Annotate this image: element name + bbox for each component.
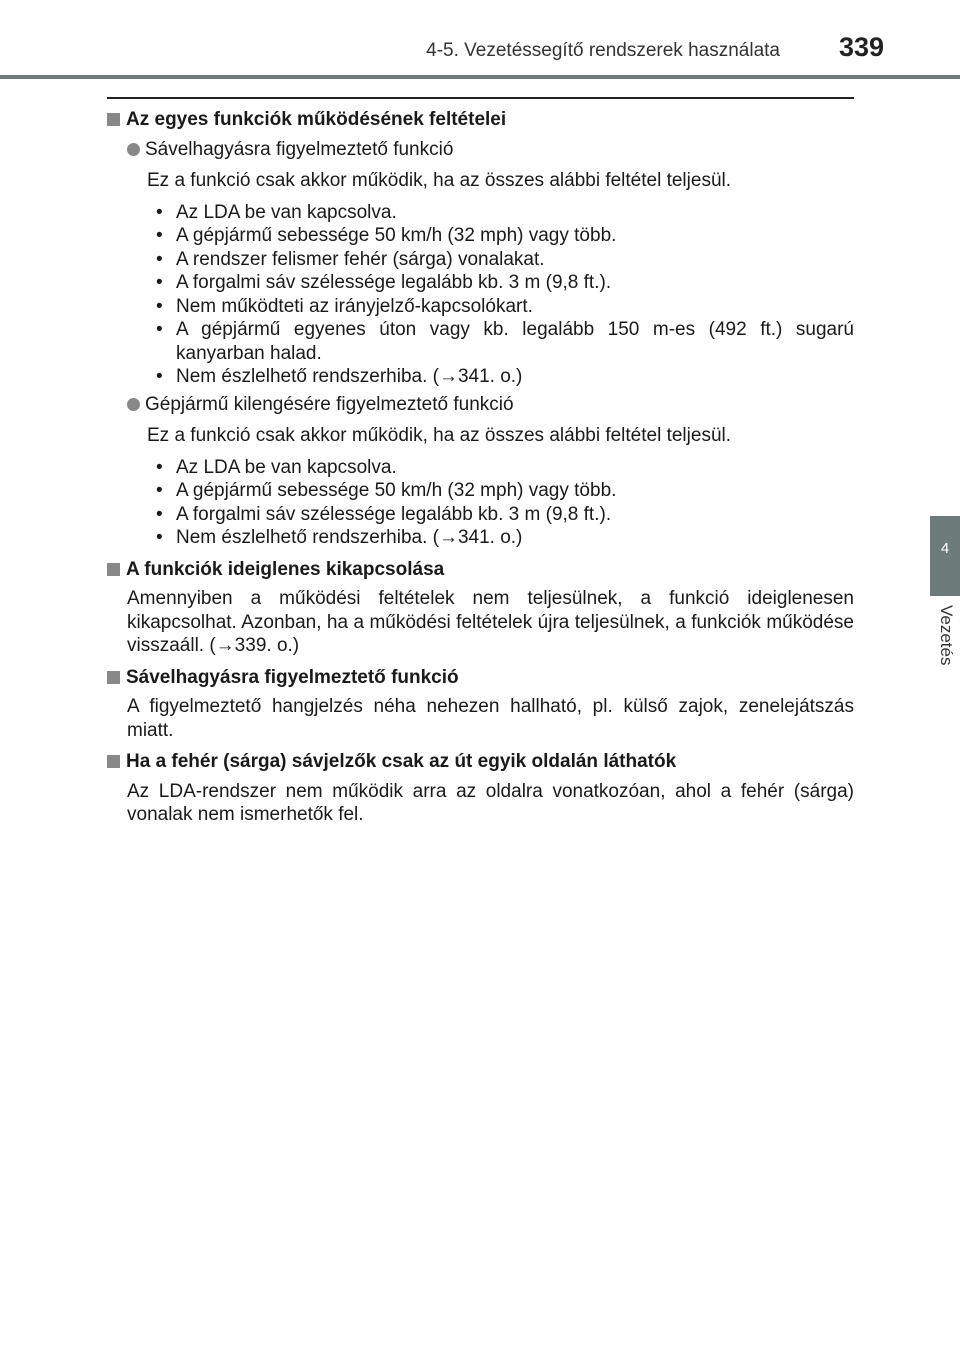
list-item: • A rendszer felismer fehér (sárga) vonalakat. xyxy=(156,248,854,272)
square-bullet-icon xyxy=(107,113,120,126)
list-item: • Nem működteti az irányjelző-kapcsolókart. xyxy=(156,295,854,319)
section-heading xyxy=(107,666,854,690)
list-item: • A gépjármű sebessége 50 km/h (32 mph) vagy több. xyxy=(156,479,854,503)
square-bullet-icon xyxy=(107,755,120,768)
section-heading-text: Az egyes funkciók működésének feltételei xyxy=(126,109,507,130)
chapter-tab-number: 4 xyxy=(940,540,950,557)
paragraph: Ez a funkció csak akkor működik, ha az összes alábbi feltétel teljesül. xyxy=(147,425,732,446)
circle-bullet-icon xyxy=(127,398,140,411)
section-one-side-markers xyxy=(107,750,854,827)
subsection-heading xyxy=(107,393,854,417)
page-number: 339 xyxy=(838,32,884,62)
square-bullet-icon xyxy=(107,671,120,684)
subsection-heading-text: Sávelhagyásra figyelmeztető funkció xyxy=(145,138,454,160)
chapter-tab xyxy=(930,516,960,596)
condition-list xyxy=(156,201,854,389)
subsection-lane-departure xyxy=(107,138,854,389)
page-content xyxy=(107,108,854,835)
header-rule xyxy=(0,75,960,79)
section-conditions xyxy=(107,108,854,550)
list-item: • A gépjármű egyenes úton vagy kb. legalább 150 m-es (492 ft.) sugarú kanyarban halad. xyxy=(156,318,854,365)
square-bullet-icon xyxy=(107,563,120,576)
section-heading-text: A funkciók ideiglenes kikapcsolása xyxy=(126,558,445,580)
list-item: • Az LDA be van kapcsolva. xyxy=(156,201,854,225)
subsection-heading xyxy=(107,138,854,162)
chapter-title: 4-5. Vezetéssegítő rendszerek használata xyxy=(426,40,780,61)
list-item: • A forgalmi sáv szélessége legalább kb. 3 m (9,8 ft.). xyxy=(156,271,854,295)
list-item: • A gépjármű sebessége 50 km/h (32 mph) vagy több. xyxy=(156,224,854,248)
subsection-heading-text: Gépjármű kilengésére figyelmeztető funkció xyxy=(145,393,514,415)
paragraph: Az LDA-rendszer nem működik arra az oldalra vonatkozóan, ahol a fehér (sárga) vonalak nem ismerhetők fel. xyxy=(127,780,854,825)
list-item: • Nem észlelhető rendszerhiba. (→341. o.) xyxy=(156,526,854,550)
list-item: • A forgalmi sáv szélessége legalább kb. 3 m (9,8 ft.). xyxy=(156,503,854,527)
section-temporary-disable xyxy=(107,558,854,658)
paragraph: Ez a funkció csak akkor működik, ha az összes alábbi feltétel teljesül. xyxy=(147,170,732,191)
section-heading-text: Ha a fehér (sárga) sávjelzők csak az út egyik oldalán láthatók xyxy=(126,751,677,772)
section-heading xyxy=(107,108,854,132)
section-lane-departure-warning xyxy=(107,666,854,743)
section-heading xyxy=(107,750,854,774)
paragraph: A figyelmeztető hangjelzés néha nehezen hallható, pl. külső zajok, zenelejátszás miatt. xyxy=(127,696,854,741)
circle-bullet-icon xyxy=(127,143,140,156)
content-rule xyxy=(107,97,854,99)
subsection-sway-warning xyxy=(107,393,854,550)
section-heading xyxy=(107,558,854,582)
condition-list xyxy=(156,456,854,550)
paragraph: Amennyiben a működési feltételek nem teljesülnek, a funkció ideiglenesen kikapcsolhat. Azonban, ha a működési feltételek újra teljesülnek, a funkciók működése visszaáll. (→339. o.) xyxy=(127,588,854,656)
section-heading-text: Sávelhagyásra figyelmeztető funkció xyxy=(126,666,459,688)
list-item: • Az LDA be van kapcsolva. xyxy=(156,456,854,480)
chapter-tab-label: Vezetés xyxy=(937,605,956,666)
list-item: • Nem észlelhető rendszerhiba. (→341. o.) xyxy=(156,365,854,389)
